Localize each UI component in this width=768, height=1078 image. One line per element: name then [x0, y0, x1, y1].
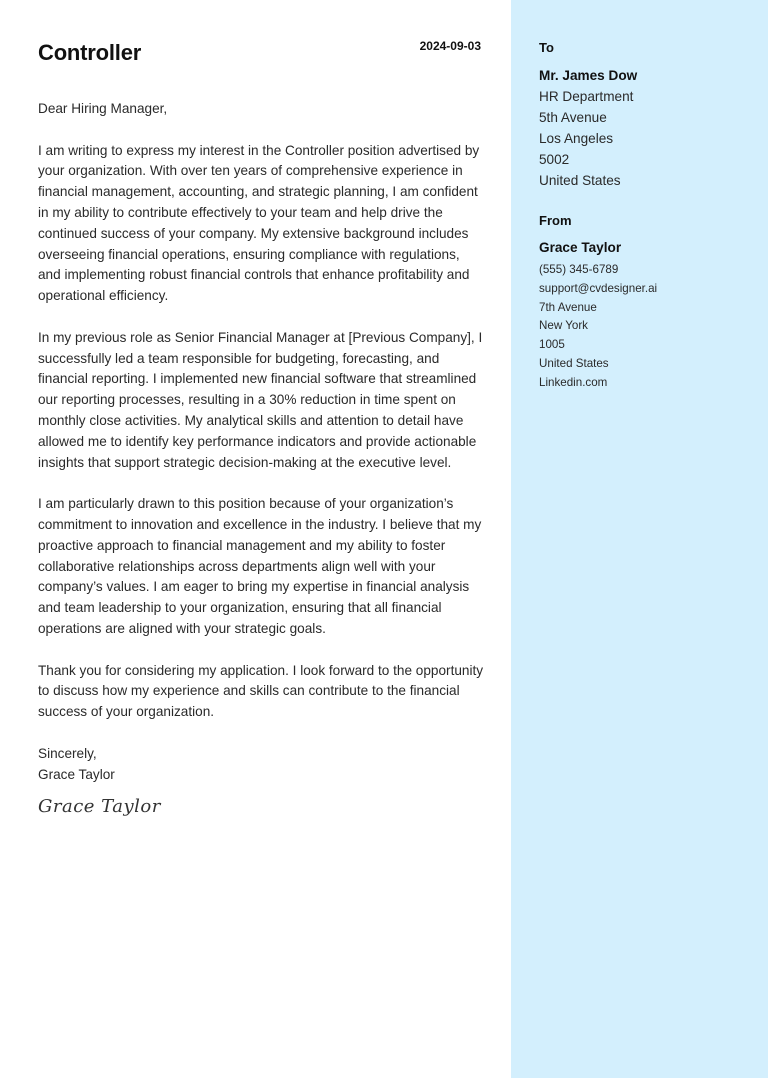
letter-paragraph-2: In my previous role as Senior Financial Manager at [Previous Company], I successfully led a team responsible for budgeting, forecasting, and financial reporting. I implemented new financial software that streamlined our reporting processes, resulting in a 30% reduction in time spent on monthly close activities. My analytical skills and attention to detail have allowed me to identify key performance indicators and provide actionable insights that support strategic decision-making at the executive level.: [38, 329, 483, 470]
sender-name: Grace Taylor: [539, 240, 622, 255]
sender-country: United States: [539, 356, 609, 370]
sender-email: support@cvdesigner.ai: [539, 281, 658, 295]
sender-details: [539, 261, 657, 393]
letter-greeting: Dear Hiring Manager,: [38, 101, 168, 116]
letter-paragraph-1: I am writing to express my interest in the Controller position advertised by your organization. With over ten years of comprehensive experience in financial management, accounting, and strategic planning, I am confident in my ability to contribute effectively to your team and help drive the continued success of your company. My extensive background includes overseeing financial operations, ensuring compliance with regulations, and implementing robust financial controls that enhance profitability and operational efficiency.: [38, 142, 480, 304]
recipient-department: HR Department: [539, 88, 634, 104]
recipient-street: 5th Avenue: [539, 109, 607, 125]
letter-date: 2024-09-03: [419, 39, 481, 53]
letter-closing: Sincerely,: [38, 745, 97, 761]
letter-body: [38, 99, 486, 785]
page-title: Controller: [38, 40, 142, 65]
letter-sender-name: Grace Taylor: [38, 766, 115, 782]
sender-website: Linkedin.com: [539, 375, 608, 389]
sender-phone: (555) 345-6789: [539, 263, 619, 276]
sender-city: New York: [539, 319, 588, 333]
letter-paragraph-4: Thank you for considering my application. I look forward to the opportunity to discuss how my experience and skills can contribute to the financial success of your organization.: [38, 662, 484, 720]
handwritten-signature: Grace Taylor: [38, 796, 161, 817]
letter-paragraph-3: I am particularly drawn to this position because of your organization’s commitment to innovation and excellence in the industry. I believe that my proactive approach to financial management and my ability to foster collaborative relationships across departments align well with your company’s values. I am eager to bring my expertise in financial analysis and team leadership to your organization, ensuring that all financial operations are aligned with your strategic goals.: [38, 496, 482, 636]
recipient-heading: To: [539, 40, 554, 55]
recipient-name: Mr. James Dow: [539, 68, 638, 83]
recipient-country: United States: [539, 172, 621, 188]
recipient-zip: 5002: [539, 151, 570, 167]
sender-zip: 1005: [539, 338, 565, 352]
recipient-block: [539, 66, 637, 191]
sender-heading: From: [539, 213, 572, 228]
sender-street: 7th Avenue: [539, 300, 597, 314]
recipient-city: Los Angeles: [539, 130, 614, 146]
